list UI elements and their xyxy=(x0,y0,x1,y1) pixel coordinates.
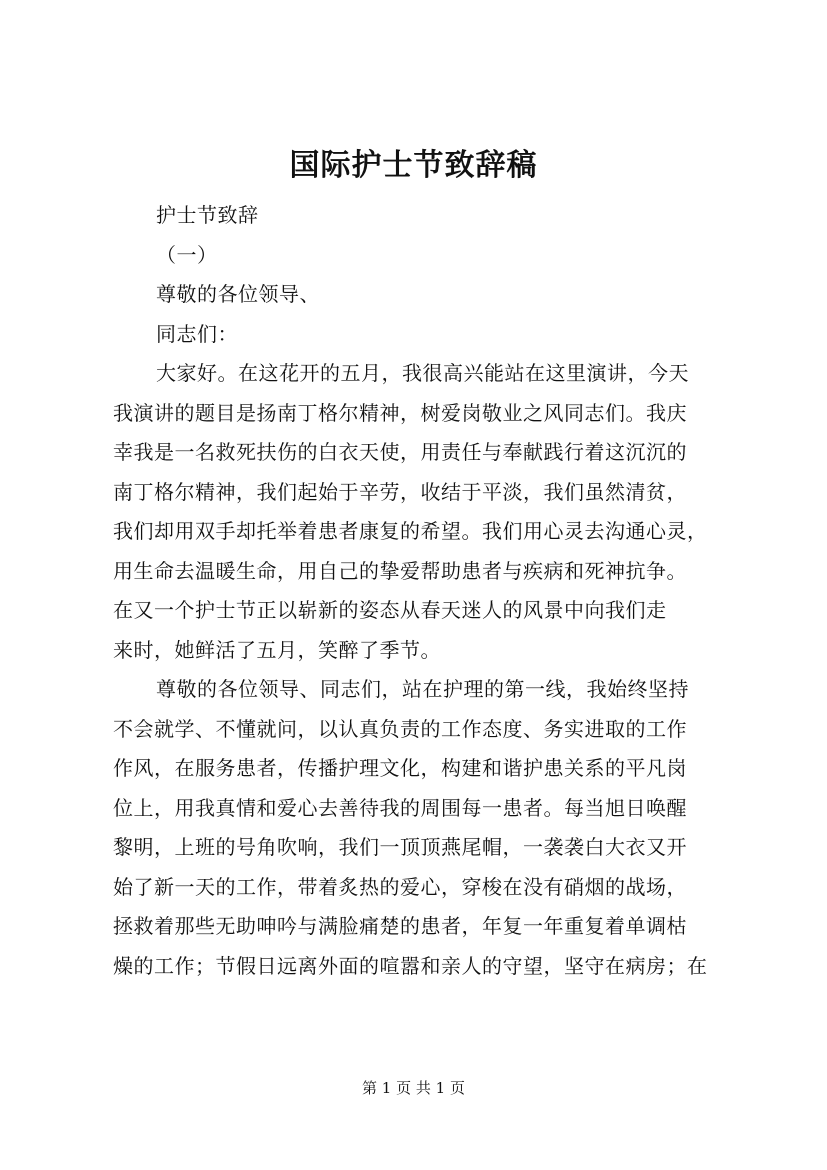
text-line: 作风，在服务患者，传播护理文化，构建和谐护患关系的平凡岗 xyxy=(113,756,687,780)
document-body xyxy=(113,196,733,986)
document-title: 国际护士节致辞稿 xyxy=(289,148,538,183)
text-line: 在又一个护士节正以崭新的姿态从春天迷人的风景中向我们走 xyxy=(113,598,667,622)
text-line: 幸我是一名救死扶伤的白衣天使，用责任与奉献践行着这沉沉的 xyxy=(113,440,687,464)
text-line: 来时，她鲜活了五月，笑醉了季节。 xyxy=(113,637,441,662)
text-line: 南丁格尔精神，我们起始于辛劳，收结于平淡，我们虽然清贫， xyxy=(113,479,687,504)
text-line: （一） xyxy=(156,242,218,267)
text-line: 始了新一天的工作，带着炙热的爱心，穿梭在没有硝烟的战场， xyxy=(113,874,687,899)
text-line: 燥的工作；节假日远离外面的喧嚣和亲人的守望，坚守在病房；在 xyxy=(113,953,708,978)
text-line: 拯救着那些无助呻吟与满脸痛楚的患者，年复一年重复着单调枯 xyxy=(113,914,687,938)
text-line: 尊敬的各位领导、 xyxy=(156,282,320,306)
page-footer: 第 1 页 共 1 页 xyxy=(362,1079,465,1097)
text-line: 大家好。在这花开的五月，我很高兴能站在这里演讲，今天 xyxy=(156,361,689,385)
text-line: 黎明，上班的号角吹响，我们一顶顶燕尾帽，一袭袭白大衣又开 xyxy=(113,835,687,859)
text-line: 护士节致辞 xyxy=(156,203,259,227)
text-line: 我演讲的题目是扬南丁格尔精神，树爱岗敬业之风同志们。我庆 xyxy=(113,400,687,425)
text-line: 不会就学、不懂就问，以认真负责的工作态度、务实进取的工作 xyxy=(113,716,687,741)
text-line: 用生命去温暖生命，用自己的挚爱帮助患者与疾病和死神抗争。 xyxy=(113,558,687,583)
text-line: 位上，用我真情和爱心去善待我的周围每一患者。每当旭日唤醒 xyxy=(113,795,687,820)
text-line: 我们却用双手却托举着患者康复的希望。我们用心灵去沟通心灵， xyxy=(113,519,708,543)
text-line: 同志们： xyxy=(156,321,238,346)
text-line: 尊敬的各位领导、同志们，站在护理的第一线，我始终坚持 xyxy=(156,677,689,701)
